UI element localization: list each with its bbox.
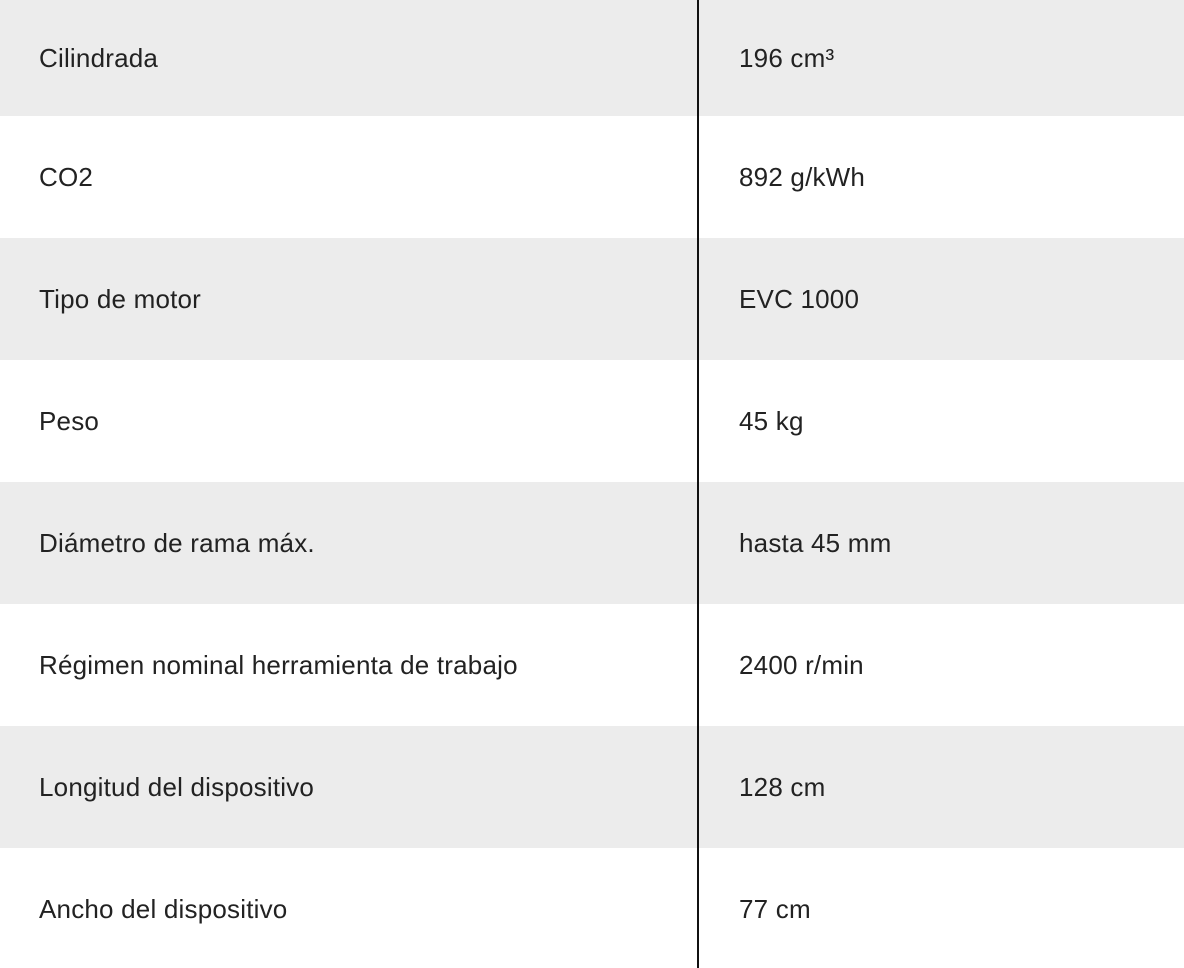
spec-value: 45 kg xyxy=(739,405,804,436)
spec-value: EVC 1000 xyxy=(739,283,860,314)
spec-value: 196 cm³ xyxy=(739,42,835,73)
spec-label: CO2 xyxy=(39,161,94,192)
spec-label: Diámetro de rama máx. xyxy=(39,527,315,558)
spec-value: 2400 r/min xyxy=(739,649,864,680)
spec-value: 892 g/kWh xyxy=(739,161,866,192)
spec-value: hasta 45 mm xyxy=(739,527,892,558)
spec-label: Tipo de motor xyxy=(39,283,202,314)
spec-label: Régimen nominal herramienta de trabajo xyxy=(39,649,518,680)
spec-value: 77 cm xyxy=(739,893,811,924)
table-row xyxy=(0,848,1184,968)
table-row xyxy=(0,0,1184,116)
column-divider xyxy=(697,0,699,968)
spec-label: Cilindrada xyxy=(39,42,159,73)
spec-label: Peso xyxy=(39,405,100,436)
table-row xyxy=(0,604,1184,726)
table-row xyxy=(0,726,1184,848)
spec-label: Ancho del dispositivo xyxy=(39,893,288,924)
table-row xyxy=(0,360,1184,482)
spec-value: 128 cm xyxy=(739,771,826,802)
table-row xyxy=(0,482,1184,604)
table-row xyxy=(0,116,1184,238)
spec-label: Longitud del dispositivo xyxy=(39,771,315,802)
table-row xyxy=(0,238,1184,360)
